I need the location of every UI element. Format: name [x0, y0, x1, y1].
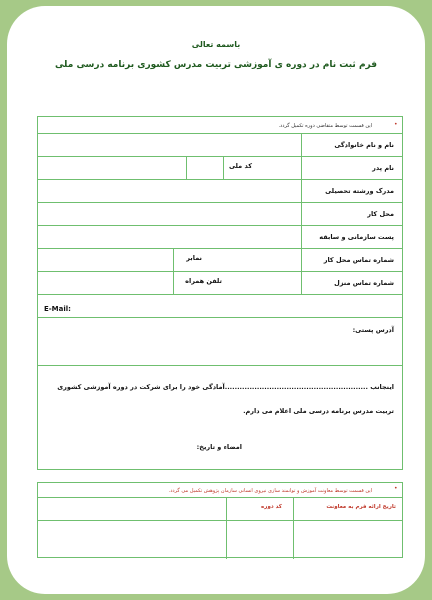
national-code-label: کد ملی — [228, 162, 252, 170]
bullet-icon: • — [394, 121, 398, 128]
mobile-label: تلفن همراه — [185, 277, 222, 285]
applicant-note: این قسمت توسط متقاضی دوره تکمیل گردد. — [278, 123, 372, 129]
applicant-section — [37, 116, 403, 470]
education-label: مدرک ورشته تحصیلی — [325, 187, 394, 195]
father-name-label: نام پدر — [372, 164, 394, 172]
submission-date-header: تاریخ ارائه فرم به معاونت — [326, 504, 396, 510]
home-phone-label: شماره تماس منزل — [334, 279, 394, 287]
full-name-label: نام و نام خانوادگی — [334, 141, 394, 149]
signature-label: امضاء و تاریخ: — [196, 443, 242, 451]
declaration-line2: تربیت مدرس برنامه درسی ملی اعلام می دارم. — [243, 407, 394, 415]
form-heading-bismillah: باسمه تعالی — [191, 40, 241, 49]
course-code-header: کد دوره — [261, 504, 282, 510]
email-label: E-Mail: — [44, 305, 71, 313]
address-label: آدرس پستی: — [352, 326, 394, 334]
bullet-icon: • — [394, 485, 398, 492]
work-phone-label: شماره تماس محل کار — [323, 256, 394, 264]
form-title: فرم ثبت نام در دوره ی آموزشی تربیت مدرس کشوری برنامه درسی ملی — [54, 60, 378, 70]
office-note: این قسمت توسط معاونت آموزش و توانمند سازی نیروی انسانی سازمان پژوهش تکمیل می گردد. — [168, 488, 372, 494]
fax-label: نمابر — [186, 254, 202, 262]
declaration-line1: اینجانب ..........................................................آمادگی خود را برای شرکت در دوره آموزشی کشوری — [57, 383, 394, 391]
position-label: پست سازمانی و سابقه — [319, 233, 394, 241]
workplace-label: محل کار — [367, 210, 394, 218]
office-section — [37, 482, 403, 558]
